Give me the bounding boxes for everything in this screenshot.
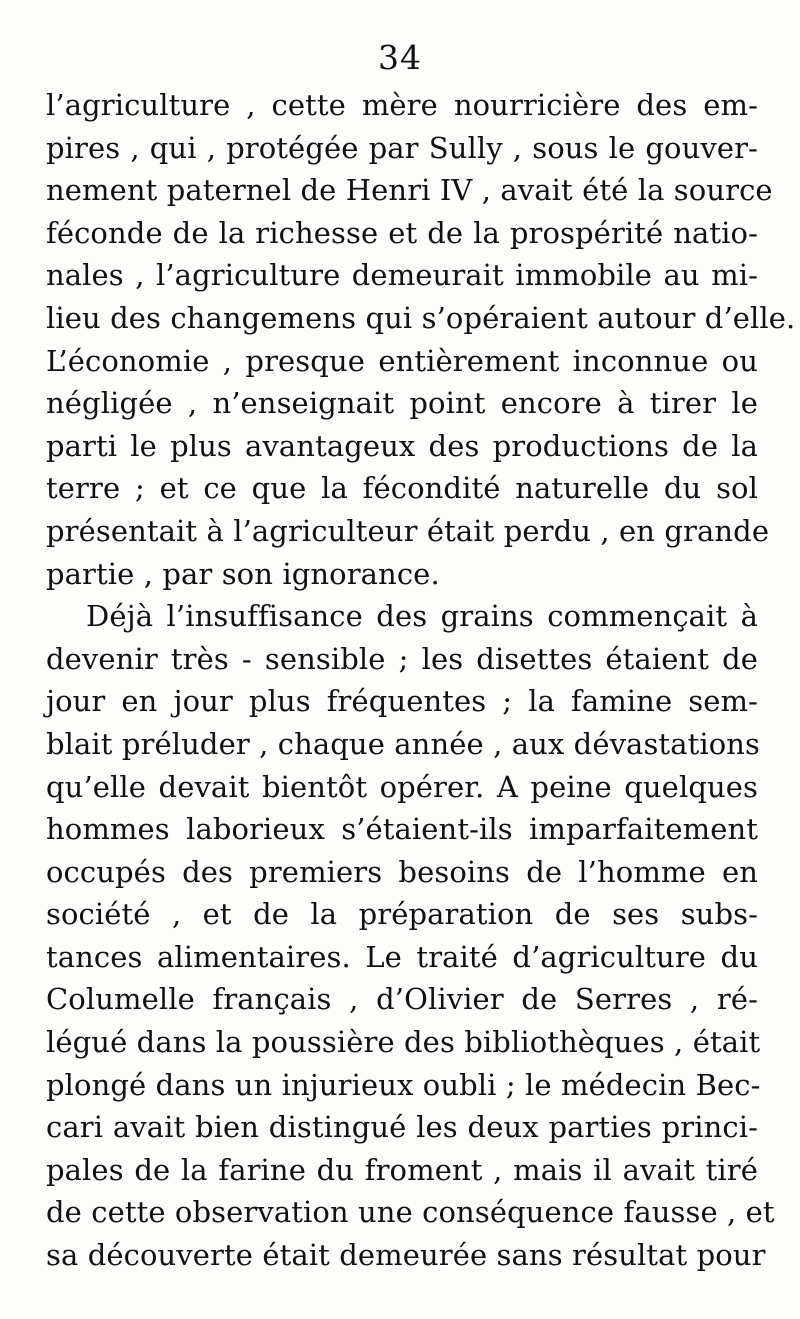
text-line: terre ; et ce que la fécondité naturelle du sol [46,471,758,506]
text-line: présentait à l’agriculteur était perdu , en grande [46,513,770,548]
text-line: société , et de la préparation de ses subs- [46,897,758,932]
text-line: féconde de la richesse et de la prospérité natio- [46,215,758,250]
text-line: négligée , n’enseignait point encore à tirer le [46,386,758,421]
text-line: devenir très - sensible ; les disettes étaient de [46,641,758,676]
text-line: plongé dans un injurieux oubli ; le médecin Bec- [46,1067,761,1102]
text-line: nales , l’agriculture demeurait immobile au mi- [46,258,758,293]
text-line: hommes laborieux s’étaient-ils imparfaitement [46,812,758,847]
text-line: pires , qui , protégée par Sully , sous le gouver- [46,130,758,165]
text-line: cari avait bien distingué les deux parties princi- [46,1110,758,1145]
text-line: sa découverte était demeurée sans résultat pour [46,1238,766,1273]
text-line: tances alimentaires. Le traité d’agriculture du [46,939,758,974]
text-line: Columelle français , d’Olivier de Serres , ré- [46,982,758,1017]
text-line: pales de la farine du froment , mais il avait tiré [46,1152,758,1187]
text-line: l’agriculture , cette mère nourricière des em- [46,88,758,122]
text-line: légué dans la poussière des bibliothèques , était [46,1025,761,1060]
text-line: jour en jour plus fréquentes ; la famine sem- [46,684,758,719]
text-line: occupés des premiers besoins de l’homme en [46,854,758,889]
text-line: L’économie , presque entièrement inconnue ou [46,343,758,378]
text-line: nement paternel de Henri IV , avait été la source [46,173,773,208]
paragraph-end-line: partie , par son ignorance. [46,556,440,591]
text-line: de cette observation une conséquence fausse , et [46,1195,775,1230]
paragraph-start-line: Déjà l’insuffisance des grains commençait à [86,599,758,634]
text-line: parti le plus avantageux des productions de la [46,428,758,463]
text-line: qu’elle devait bientôt opérer. A peine quelques [46,769,758,804]
text-line: blait préluder , chaque année , aux dévastations [46,726,761,761]
page-number: 34 [378,38,422,77]
body-text [46,84,796,1277]
text-line: lieu des changemens qui s’opéraient autour d’elle. [46,300,796,335]
